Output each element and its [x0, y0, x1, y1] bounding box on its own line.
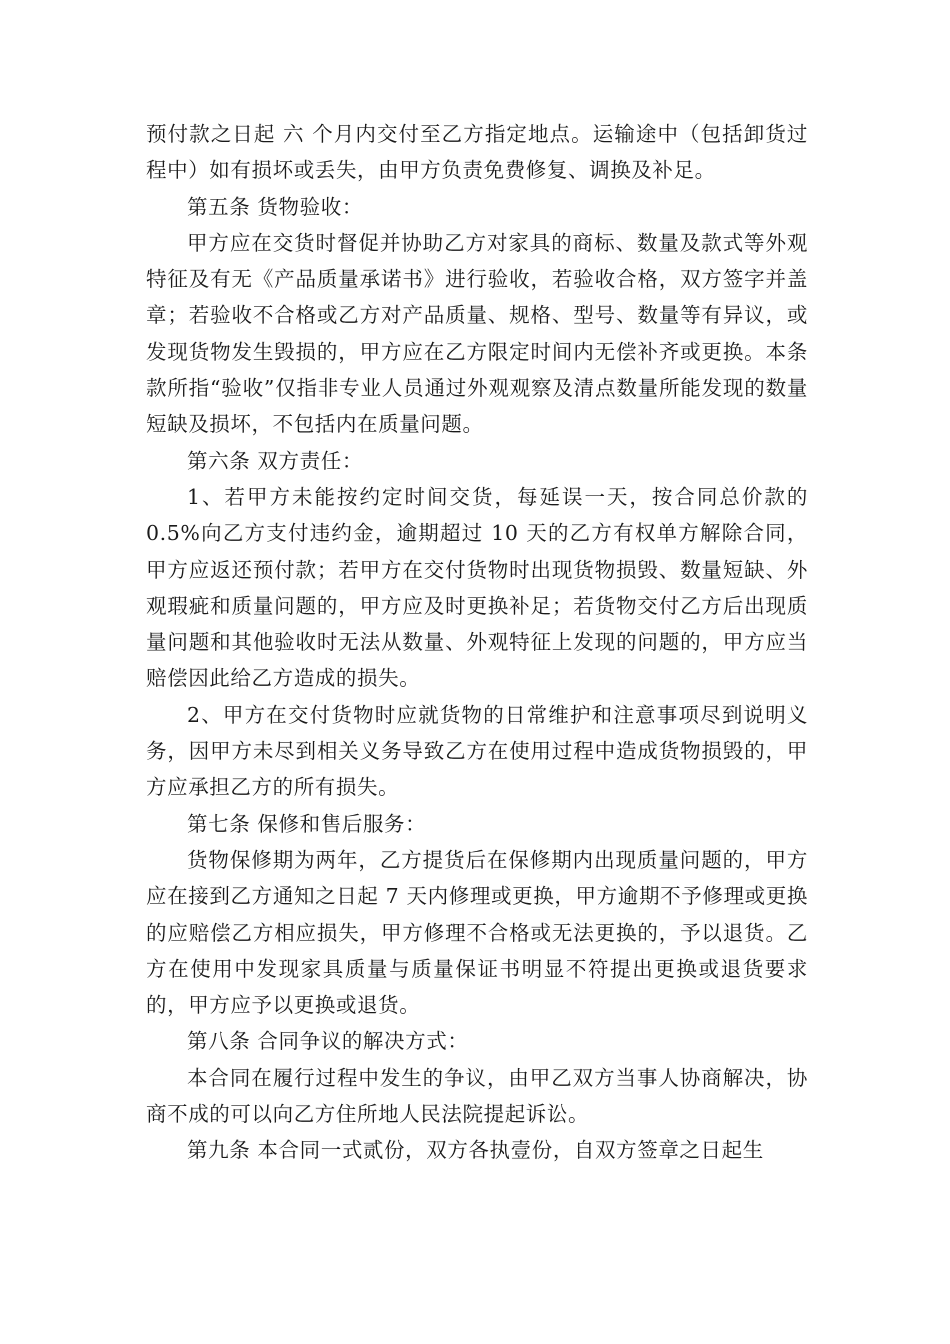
heading-article-7: 第七条 保修和售后服务： — [187, 811, 427, 836]
paragraph-responsibility-2: 2、甲方在交付货物时应就货物的日常维护和注意事项尽到说明义务，因甲方未尽到相关义务导致乙方在使用过程中造成货物损毁的，甲方应承担乙方的所有损失。 — [146, 702, 808, 800]
paragraph-acceptance: 甲方应在交货时督促并协助乙方对家具的商标、数量及款式等外观特征及有无《产品质量承诺书》进行验收，若验收合格，双方签字并盖章；若验收不合格或乙方对产品质量、规格、型号、数量等有异议，或发现货物发生毁损的，甲方应在乙方限定时间内无偿补齐或更换。本条款所指“验收”仅指非专业人员通过外观观察及清点数量所能发现的数量短缺及损坏，不包括内在质量问题。 — [146, 230, 808, 437]
contract-body — [146, 116, 808, 1169]
heading-article-6: 第六条 双方责任： — [187, 448, 363, 473]
paragraph-warranty: 货物保修期为两年，乙方提货后在保修期内出现质量问题的，甲方应在接到乙方通知之日起 7 天内修理或更换，甲方逾期不予修理或更换的应赔偿乙方相应损失，甲方修理不合格或无法更换的，予以退货。乙方在使用中发现家具质量与质量保证书明显不符提出更换或退货要求的，甲方应予以更换或退货。 — [146, 847, 808, 1018]
heading-article-5: 第五条 货物验收： — [187, 194, 363, 219]
paragraph-delivery-continued: 预付款之日起 六 个月内交付至乙方指定地点。运输途中（包括卸货过程中）如有损坏或丢失，由甲方负责免费修复、调换及补足。 — [146, 122, 808, 183]
paragraph-responsibility-1: 1、若甲方未能按约定时间交货，每延误一天，按合同总价款的0.5%向乙方支付违约金，逾期超过 10 天的乙方有权单方解除合同，甲方应返还预付款；若甲方在交付货物时出现货物损毁、数量短缺、外观瑕疵和质量问题的，甲方应及时更换补足；若货物交付乙方后出现质量问题和其他验收时无法从数量、外观特征上发现的问题的，甲方应当赔偿因此给乙方造成的损失。 — [146, 484, 808, 691]
paragraph-article-9: 第九条 本合同一式贰份，双方各执壹份，自双方签章之日起生 — [187, 1138, 764, 1163]
paragraph-dispute: 本合同在履行过程中发生的争议，由甲乙双方当事人协商解决，协商不成的可以向乙方住所地人民法院提起诉讼。 — [146, 1065, 808, 1127]
heading-article-8: 第八条 合同争议的解决方式： — [187, 1029, 469, 1054]
